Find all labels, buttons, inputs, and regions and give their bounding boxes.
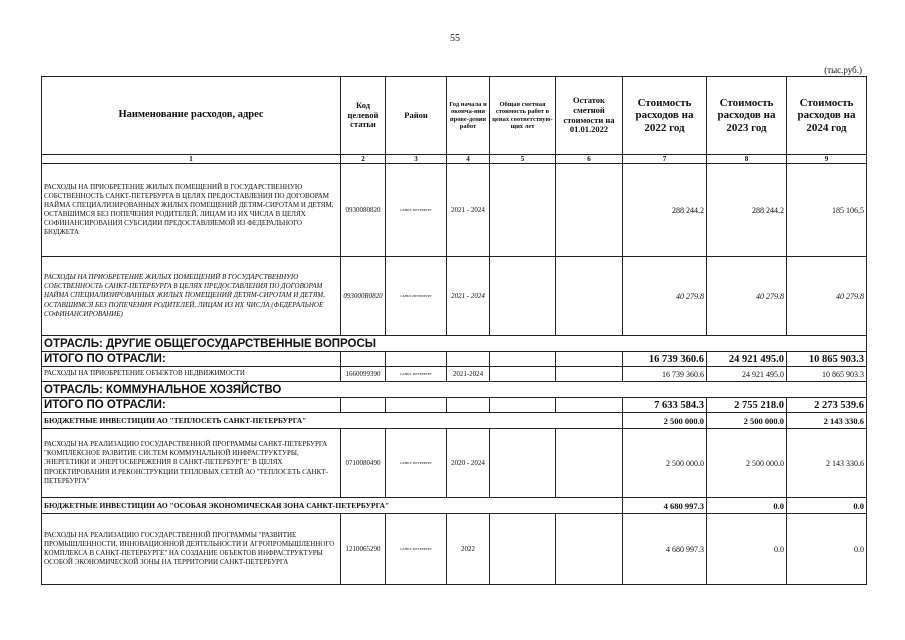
cost-2023: 24 921 495.0 bbox=[707, 367, 787, 382]
header-cost-2023: Стоимость расходов на 2023 год bbox=[707, 77, 787, 155]
investment-head-label: БЮДЖЕТНЫЕ ИНВЕСТИЦИИ АО "ТЕПЛОСЕТЬ САНКТ-ПЕТЕРБУРГА" bbox=[42, 413, 623, 429]
header-code: Код целевой статьи bbox=[341, 77, 386, 155]
cost-2024: 185 106.5 bbox=[787, 164, 867, 257]
table-row bbox=[42, 514, 867, 585]
district: САНКТ-ПЕТЕРБУРГ bbox=[386, 367, 447, 382]
cost-2022: 40 279.8 bbox=[623, 257, 707, 336]
remainder-cell bbox=[556, 514, 623, 585]
expense-name: РАСХОДЫ НА ПРИОБРЕТЕНИЕ ОБЪЕКТОВ НЕДВИЖИМОСТИ bbox=[42, 367, 341, 382]
header-estimate: Общая сметная стоимость работ в ценах соответствую-щих лет bbox=[490, 77, 556, 155]
column-number: 5 bbox=[490, 155, 556, 164]
sector-total-row bbox=[42, 352, 867, 367]
cost-2024: 2 143 330.6 bbox=[787, 413, 867, 429]
sector-total-label: ИТОГО ПО ОТРАСЛИ: bbox=[42, 398, 341, 413]
column-number: 9 bbox=[787, 155, 867, 164]
sector-total-row bbox=[42, 398, 867, 413]
cost-2024: 40 279.8 bbox=[787, 257, 867, 336]
column-number-row bbox=[42, 155, 867, 164]
table-row bbox=[42, 164, 867, 257]
district: САНКТ-ПЕТЕРБУРГ bbox=[386, 514, 447, 585]
header-year: Год начала и оконча-ния прове-дения работ bbox=[447, 77, 490, 155]
estimate-cell bbox=[490, 164, 556, 257]
total-2024: 2 273 539.6 bbox=[787, 398, 867, 413]
expense-name: РАСХОДЫ НА ПРИОБРЕТЕНИЕ ЖИЛЫХ ПОМЕЩЕНИЙ В ГОСУДАРСТВЕННУЮ СОБСТВЕННОСТЬ САНКТ-ПЕТЕРБУРГА В ЦЕЛЯХ ПРЕДОСТАВЛЕНИЯ ПО ДОГОВОРАМ НАЙМА СПЕЦИАЛИЗИРОВАННЫХ ЖИЛЫХ ПОМЕЩЕНИЙ ДЕТЯМ-СИРОТАМ И ДЕТЯМ, ОСТАВШИМСЯ БЕЗ ПОПЕЧЕНИЯ РОДИТЕЛЕЙ, ЛИЦАМ ИЗ ИХ ЧИСЛА В ЦЕЛЯХ СОФИНАНСИРОВАНИЯ СУБСИДИИ ПРЕДОСТАВЛЯЕМОЙ ИЗ ФЕДЕРАЛЬНОГО БЮДЖЕТА bbox=[42, 164, 341, 257]
cost-2024: 10 865 903.3 bbox=[787, 367, 867, 382]
cost-2023: 0.0 bbox=[707, 498, 787, 514]
cost-2023: 0.0 bbox=[707, 514, 787, 585]
investment-head-label: БЮДЖЕТНЫЕ ИНВЕСТИЦИИ АО "ОСОБАЯ ЭКОНОМИЧЕСКАЯ ЗОНА САНКТ-ПЕТЕРБУРГА" bbox=[42, 498, 623, 514]
work-period: 2022 bbox=[447, 514, 490, 585]
header-row bbox=[42, 77, 867, 155]
cost-2024: 0.0 bbox=[787, 498, 867, 514]
cost-2023: 40 279.8 bbox=[707, 257, 787, 336]
expense-name: РАСХОДЫ НА ПРИОБРЕТЕНИЕ ЖИЛЫХ ПОМЕЩЕНИЙ В ГОСУДАРСТВЕННУЮ СОБСТВЕННОСТЬ САНКТ-ПЕТЕРБУРГА В ЦЕЛЯХ ПРЕДОСТАВЛЕНИЯ ПО ДОГОВОРАМ НАЙМА СПЕЦИАЛИЗИРОВАННЫХ ЖИЛЫХ ПОМЕЩЕНИЙ ДЕТЯМ-СИРОТАМ И ДЕТЯМ, ОСТАВШИМСЯ БЕЗ ПОПЕЧЕНИЯ РОДИТЕЛЕЙ, ЛИЦАМ ИЗ ИХ ЧИСЛА (ФЕДЕРАЛЬНОЕ СОФИНАНСИРОВАНИЕ) bbox=[42, 257, 341, 336]
district: САНКТ-ПЕТЕРБУРГ bbox=[386, 429, 447, 498]
column-number: 1 bbox=[42, 155, 341, 164]
investment-head-row bbox=[42, 413, 867, 429]
target-code: 0710080490 bbox=[341, 429, 386, 498]
estimate-cell bbox=[490, 429, 556, 498]
page-number: 55 bbox=[450, 33, 460, 44]
column-number: 2 bbox=[341, 155, 386, 164]
column-number: 7 bbox=[623, 155, 707, 164]
sector-title: ОТРАСЛЬ: ДРУГИЕ ОБЩЕГОСУДАРСТВЕННЫЕ ВОПРОСЫ bbox=[42, 336, 867, 352]
column-number: 8 bbox=[707, 155, 787, 164]
header-cost-2024: Стоимость расходов на 2024 год bbox=[787, 77, 867, 155]
work-period: 2021 - 2024 bbox=[447, 164, 490, 257]
cost-2022: 16 739 360.6 bbox=[623, 367, 707, 382]
sector-title: ОТРАСЛЬ: КОММУНАЛЬНОЕ ХОЗЯЙСТВО bbox=[42, 382, 867, 398]
cost-2023: 2 500 000.0 bbox=[707, 429, 787, 498]
header-name: Наименование расходов, адрес bbox=[42, 77, 341, 155]
remainder-cell bbox=[556, 164, 623, 257]
cost-2022: 288 244.2 bbox=[623, 164, 707, 257]
budget-table bbox=[41, 76, 867, 585]
target-code: 1660099390 bbox=[341, 367, 386, 382]
units-label: (тыс.руб.) bbox=[824, 65, 862, 75]
estimate-cell bbox=[490, 257, 556, 336]
work-period: 2021 - 2024 bbox=[447, 257, 490, 336]
cost-2023: 2 500 000.0 bbox=[707, 413, 787, 429]
target-code: 1210065290 bbox=[341, 514, 386, 585]
sector-row bbox=[42, 382, 867, 398]
cost-2024: 0.0 bbox=[787, 514, 867, 585]
table-row bbox=[42, 429, 867, 498]
district: САНКТ-ПЕТЕРБУРГ bbox=[386, 257, 447, 336]
investment-head-row bbox=[42, 498, 867, 514]
expense-name: РАСХОДЫ НА РЕАЛИЗАЦИЮ ГОСУДАРСТВЕННОЙ ПРОГРАММЫ "РАЗВИТИЕ ПРОМЫШЛЕННОСТИ, ИННОВАЦИОННОЙ ДЕЯТЕЛЬНОСТИ И АГРОПРОМЫШЛЕННОГО КОМПЛЕКСА В САНКТ-ПЕТЕРБУРГЕ" НА СОЗДАНИЕ ОБЪЕКТОВ ИНФРАСТРУКТУРЫ ОСОБОЙ ЭКОНОМИЧЕСКОЙ ЗОНЫ НА ТЕРРИТОРИИ САНКТ-ПЕТЕРБУРГА bbox=[42, 514, 341, 585]
total-2023: 2 755 218.0 bbox=[707, 398, 787, 413]
expense-name: РАСХОДЫ НА РЕАЛИЗАЦИЮ ГОСУДАРСТВЕННОЙ ПРОГРАММЫ САНКТ-ПЕТЕРБУРГА "КОМПЛЕКСНОЕ РАЗВИТИЕ СИСТЕМ КОММУНАЛЬНОЙ ИНФРАСТРУКТУРЫ, ЭНЕРГЕТИКИ И ЭНЕРГОСБЕРЕЖЕНИЯ В САНКТ-ПЕТЕРБУРГЕ" В ЦЕЛЯХ ПРОЕКТИРОВАНИЯ И РЕКОНСТРУКЦИИ ТЕПЛОВЫХ СЕТЕЙ АО "ТЕПЛОСЕТЬ САНКТ-ПЕТЕРБУРГА" bbox=[42, 429, 341, 498]
cost-2022: 4 680 997.3 bbox=[623, 514, 707, 585]
total-2024: 10 865 903.3 bbox=[787, 352, 867, 367]
total-2023: 24 921 495.0 bbox=[707, 352, 787, 367]
cost-2024: 2 143 330.6 bbox=[787, 429, 867, 498]
table-row bbox=[42, 367, 867, 382]
header-cost-2022: Стоимость расходов на 2022 год bbox=[623, 77, 707, 155]
cost-2023: 288 244.2 bbox=[707, 164, 787, 257]
work-period: 2020 - 2024 bbox=[447, 429, 490, 498]
cost-2022: 2 500 000.0 bbox=[623, 413, 707, 429]
remainder-cell bbox=[556, 257, 623, 336]
district: САНКТ-ПЕТЕРБУРГ bbox=[386, 164, 447, 257]
header-remainder: Остаток сметной стоимости на 01.01.2022 bbox=[556, 77, 623, 155]
total-2022: 16 739 360.6 bbox=[623, 352, 707, 367]
target-code: 0930080820 bbox=[341, 164, 386, 257]
total-2022: 7 633 584.3 bbox=[623, 398, 707, 413]
estimate-cell bbox=[490, 514, 556, 585]
column-number: 4 bbox=[447, 155, 490, 164]
remainder-cell bbox=[556, 429, 623, 498]
sector-total-label: ИТОГО ПО ОТРАСЛИ: bbox=[42, 352, 341, 367]
header-district: Район bbox=[386, 77, 447, 155]
table-row bbox=[42, 257, 867, 336]
estimate-cell bbox=[490, 367, 556, 382]
cost-2022: 4 680 997.3 bbox=[623, 498, 707, 514]
remainder-cell bbox=[556, 367, 623, 382]
cost-2022: 2 500 000.0 bbox=[623, 429, 707, 498]
sector-row bbox=[42, 336, 867, 352]
target-code: 093000R0820 bbox=[341, 257, 386, 336]
column-number: 3 bbox=[386, 155, 447, 164]
work-period: 2021-2024 bbox=[447, 367, 490, 382]
column-number: 6 bbox=[556, 155, 623, 164]
